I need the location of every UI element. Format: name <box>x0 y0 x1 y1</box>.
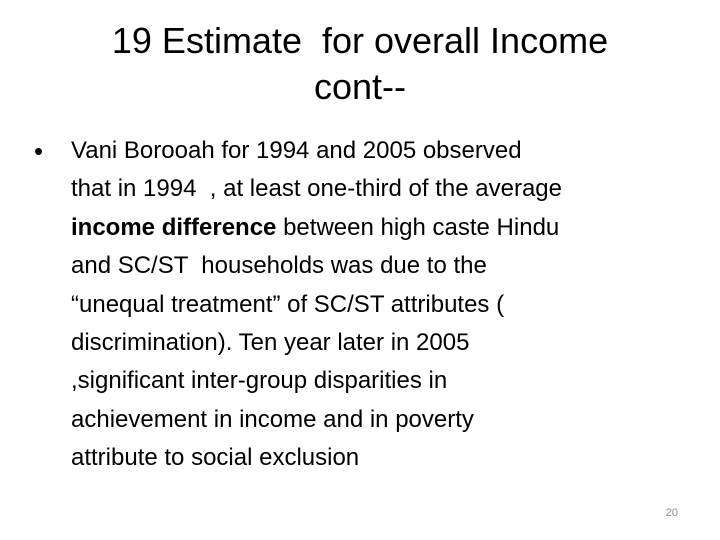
bullet-line: achievement in income and in poverty <box>71 405 474 433</box>
bullet-line: Vani Borooah for 1994 and 2005 observed <box>71 137 522 164</box>
bullet-line-rest: between high caste Hindu <box>276 213 560 241</box>
slide-title <box>40 18 680 110</box>
bold-phrase: income difference <box>71 213 277 241</box>
bullet-line: and SC/ST households was due to the <box>71 252 487 280</box>
bullet-line: ,significant inter-group disparities in <box>71 367 448 395</box>
bullet-text <box>71 132 701 478</box>
bullet-line <box>71 209 701 247</box>
title-line-2: cont-- <box>313 66 407 107</box>
page-number: 20 <box>665 507 678 519</box>
bullet-line: attribute to social exclusion <box>71 444 360 472</box>
bullet-marker: • <box>34 136 44 166</box>
bullet-line: “unequal treatment” of SC/ST attributes ( <box>71 290 505 318</box>
bullet-line: that in 1994 , at least one-third of the average <box>71 175 562 203</box>
title-line-1: 19 Estimate for overall Income <box>111 20 609 61</box>
bullet-line: discrimination). Ten year later in 2005 <box>71 329 470 357</box>
